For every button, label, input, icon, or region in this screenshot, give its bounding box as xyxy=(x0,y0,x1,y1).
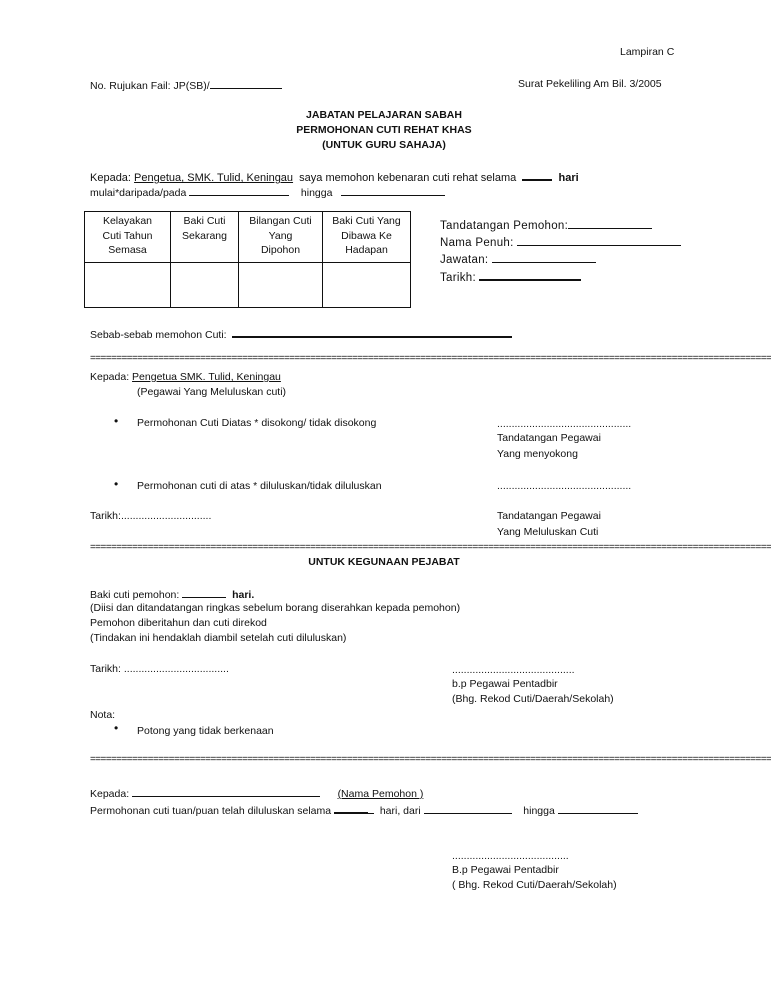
applicant-date-blank[interactable] xyxy=(479,269,581,281)
final-approval-line: Permohonan cuti tuan/puan telah diluluskan selama hari, dari hingga xyxy=(90,802,638,817)
title-form: PERMOHONAN CUTI REHAT KHAS xyxy=(296,124,472,136)
circular-reference: Surat Pekeliling Am Bil. 3/2005 xyxy=(518,78,662,90)
title-department: JABATAN PELAJARAN SABAH xyxy=(306,109,462,121)
applicant-name-blank[interactable] xyxy=(517,235,681,246)
office-date-line: Tarikh: .................................... xyxy=(90,663,229,675)
office-admin-label: b.p Pegawai Pentadbir xyxy=(452,678,558,690)
support-signature-label2: Yang menyokong xyxy=(497,448,578,460)
recipient-name: Pengetua, SMK. Tulid, Keningau xyxy=(134,172,294,184)
reason-blank[interactable] xyxy=(232,326,512,338)
applicant-signature: Tandatangan Pemohon: xyxy=(440,218,652,233)
office-use-title: UNTUK KEGUNAAN PEJABAT xyxy=(308,556,460,568)
end-date-blank[interactable] xyxy=(341,185,445,196)
support-signature-label1: Tandatangan Pegawai xyxy=(497,432,601,444)
applicant-position: Jawatan: xyxy=(440,252,596,267)
mulai-label: mulai*daripada/pada xyxy=(90,187,187,199)
bullet-icon: • xyxy=(114,721,119,735)
reason-line: Sebab-sebab memohon Cuti: xyxy=(90,326,512,341)
approve-signature-dots[interactable]: .............................................. xyxy=(497,480,632,492)
final-days-blank[interactable] xyxy=(334,802,368,814)
approval-recipient-line: Kepada: Pengetua SMK. Tulid, Keningau xyxy=(90,371,281,383)
input-baki-dibawa[interactable] xyxy=(323,263,411,308)
balance-line: Baki cuti pemohon: hari. xyxy=(90,589,255,601)
bullet-icon: • xyxy=(114,477,119,491)
applicant-name: Nama Penuh: xyxy=(440,235,681,250)
file-reference xyxy=(90,78,282,92)
final-start-blank[interactable] xyxy=(424,803,512,814)
input-kelayakan[interactable] xyxy=(85,263,171,308)
header-bilangan-cuti: Bilangan Cuti Yang Dipohon xyxy=(239,212,323,263)
approval-date-dots[interactable]: ............................... xyxy=(120,510,212,522)
header-baki-cuti: Baki Cuti Sekarang xyxy=(171,212,239,263)
final-admin-dept: ( Bhg. Rekod Cuti/Daerah/Sekolah) xyxy=(452,879,617,891)
input-baki-cuti[interactable] xyxy=(171,263,239,308)
request-text: saya memohon kebenaran cuti rehat selama xyxy=(299,172,517,184)
start-date-blank[interactable] xyxy=(189,185,289,196)
office-note-3: (Tindakan ini hendaklah diambil setelah cuti diluluskan) xyxy=(90,632,347,644)
nota-label: Nota: xyxy=(90,709,116,721)
separator-3: ================================================================================================================================== xyxy=(90,754,771,765)
approval-recipient: Pengetua SMK. Tulid, Keningau xyxy=(132,371,281,383)
separator-1: ================================================================================================================================== xyxy=(90,353,771,364)
leave-table xyxy=(84,211,411,308)
final-admin-label: B.p Pegawai Pentadbir xyxy=(452,864,559,876)
separator-2: ================================================================================================================================== xyxy=(90,542,771,553)
hingga-label: hingga xyxy=(300,187,333,199)
office-note-2: Pemohon diberitahun dan cuti direkod xyxy=(90,617,267,629)
office-date-dots[interactable]: .................................... xyxy=(123,663,229,675)
final-recipient-blank[interactable] xyxy=(132,786,320,797)
applicant-date: Tarikh: xyxy=(440,269,581,285)
approve-signature-label2: Yang Meluluskan Cuti xyxy=(497,526,599,538)
file-reference-label: No. Rujukan Fail: JP(SB)/ xyxy=(90,80,210,92)
file-reference-blank[interactable] xyxy=(210,78,282,89)
support-signature-dots[interactable]: .............................................. xyxy=(497,418,632,430)
period-line xyxy=(90,185,445,199)
request-line xyxy=(90,169,579,185)
header-baki-dibawa: Baki Cuti Yang Dibawa Ke Hadapan xyxy=(323,212,411,263)
applicant-signature-blank[interactable] xyxy=(568,218,652,229)
header-kelayakan: Kelayakan Cuti Tahun Semasa xyxy=(85,212,171,263)
bullet-icon: • xyxy=(114,414,119,428)
kepada-label: Kepada: xyxy=(90,172,131,184)
support-statement: Permohonan Cuti Diatas * disokong/ tidak disokong xyxy=(137,417,377,429)
nota-item: Potong yang tidak berkenaan xyxy=(137,725,274,737)
title-subtitle: (UNTUK GURU SAHAJA) xyxy=(322,139,446,151)
office-signature-dots[interactable]: .......................................... xyxy=(452,664,575,676)
hari-label: hari xyxy=(558,172,579,184)
office-admin-dept: (Bhg. Rekod Cuti/Daerah/Sekolah) xyxy=(452,693,614,705)
office-note-1: (Diisi dan ditandatangan ringkas sebelum borang diserahkan kepada pemohon) xyxy=(90,602,461,614)
leave-table-header-row xyxy=(85,212,411,263)
leave-table-input-row xyxy=(85,263,411,308)
final-end-blank[interactable] xyxy=(558,803,638,814)
applicant-name-label: (Nama Pemohon ) xyxy=(337,788,424,800)
final-signature-dots[interactable]: ........................................ xyxy=(452,850,569,862)
approve-signature-label1: Tandatangan Pegawai xyxy=(497,510,601,522)
applicant-position-blank[interactable] xyxy=(492,252,596,263)
balance-blank[interactable] xyxy=(182,587,226,598)
final-recipient-line: Kepada: (Nama Pemohon ) xyxy=(90,788,424,800)
approve-statement: Permohonan cuti di atas * diluluskan/tidak diluluskan xyxy=(137,480,382,492)
input-bilangan-cuti[interactable] xyxy=(239,263,323,308)
lampiran-label: Lampiran C xyxy=(620,46,675,58)
approval-date-line: Tarikh:............................... xyxy=(90,510,212,522)
approver-note: (Pegawai Yang Meluluskan cuti) xyxy=(137,386,287,398)
days-blank[interactable] xyxy=(522,169,552,181)
